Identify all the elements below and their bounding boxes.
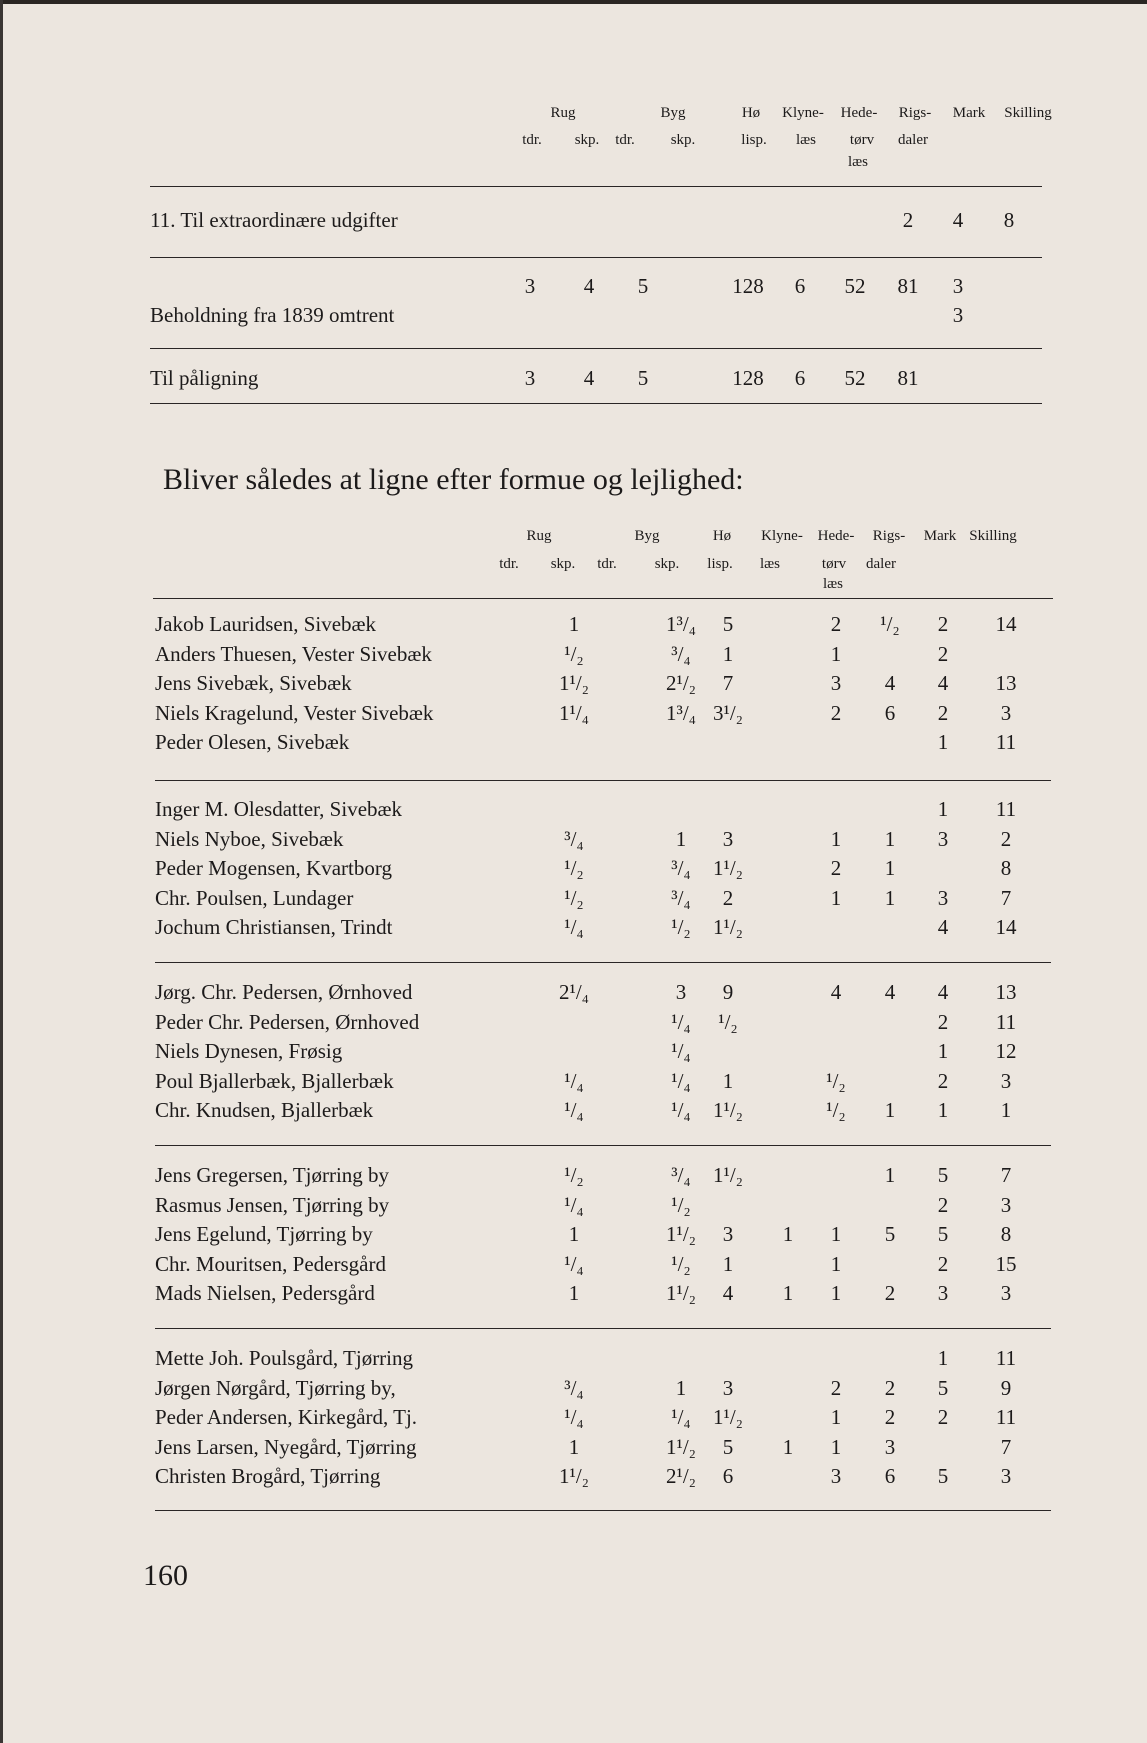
person-value: 4 [830,980,842,1004]
top-row-value: 3 [524,366,536,390]
top-row-value: 81 [897,366,919,390]
top-row-value: 4 [952,208,964,232]
person-value: 3 [937,827,949,851]
person-value: 1 [937,1346,949,1370]
person-value: ³/₄ [564,827,584,851]
person-value: 1 [830,1252,842,1276]
person-value: 1 [1000,1098,1012,1122]
person-value: 4 [937,915,949,939]
person-name: Inger M. Olesdatter, Sivebæk [155,797,403,821]
second-header-word-r0-c7: Skilling [969,528,1017,544]
person-value: 1¹/₂ [559,1464,589,1488]
person-name: Chr. Knudsen, Bjallerbæk [155,1098,374,1122]
person-value: 1¹/₂ [713,1405,743,1429]
person-value: ¹/₄ [564,1069,584,1093]
person-value: 3 [722,1376,734,1400]
person-value: 1¹/₂ [666,1435,696,1459]
top-row-value: 2 [902,208,914,232]
top-row-value: 3 [952,303,964,327]
top-header-word-r1-c3: skp. [670,132,696,148]
second-header-word-r1-c4: lisp. [707,556,733,572]
top-header-word-r0-c0: Rug [550,105,576,121]
person-name: Christen Brogård, Tjørring [155,1464,381,1488]
person-value: 4 [722,1281,734,1305]
person-value: 1 [675,827,687,851]
person-value: 1¹/₂ [666,1222,696,1246]
top-header-word-r0-c2: Hø [741,105,761,121]
top-header-word-r1-c0: tdr. [522,132,542,148]
person-value: 1 [884,1098,896,1122]
person-value: 1 [782,1435,794,1459]
person-value: 2 [830,701,842,725]
person-value: 11 [995,1346,1017,1370]
person-value: 1¹/₂ [713,1098,743,1122]
person-value: 2 [937,701,949,725]
person-name: Peder Andersen, Kirkegård, Tj. [155,1405,418,1429]
top-header-word-r1-c2: tdr. [615,132,635,148]
person-value: 3 [830,671,842,695]
person-name: Peder Chr. Pedersen, Ørnhoved [155,1010,420,1034]
person-value: ³/₄ [671,886,691,910]
person-value: 4 [937,980,949,1004]
person-value: 7 [1000,886,1012,910]
person-value: 1 [782,1222,794,1246]
person-name: Jakob Lauridsen, Sivebæk [155,612,377,636]
person-value: 1¹/₂ [713,856,743,880]
top-header-word-r0-c4: Hede- [840,105,878,121]
second-header-word-r2-c0: læs [822,576,844,592]
person-name: Niels Kragelund, Vester Sivebæk [155,701,434,725]
second-header-word-r0-c5: Rigs- [872,528,906,544]
person-value: 4 [884,980,896,1004]
person-value: 1 [830,1281,842,1305]
page-top-edge [3,0,1147,4]
top-row-value: 5 [637,366,649,390]
person-value: 5 [937,1376,949,1400]
person-value: 5 [937,1163,949,1187]
top-header-rule [150,186,1042,187]
top-row-label: Beholdning fra 1839 omtrent [150,303,395,327]
person-value: 2 [937,642,949,666]
person-name: Chr. Poulsen, Lundager [155,886,354,910]
person-value: 1¹/₂ [559,671,589,695]
person-value: 11 [995,1010,1017,1034]
person-value: ¹/₄ [564,1405,584,1429]
person-value: 3 [1000,1281,1012,1305]
person-value: 2 [937,1010,949,1034]
top-row-value: 52 [844,274,866,298]
person-value: 1 [884,856,896,880]
person-value: ¹/₂ [564,886,584,910]
person-value: ¹/₄ [564,1193,584,1217]
person-name: Poul Bjallerbæk, Bjallerbæk [155,1069,394,1093]
person-value: ¹/₄ [671,1039,691,1063]
top-header-word-r1-c1: skp. [574,132,600,148]
person-value: 1 [722,642,734,666]
person-value: 1 [884,886,896,910]
person-value: 2 [937,1069,949,1093]
person-name: Mette Joh. Poulsgård, Tjørring [155,1346,414,1370]
person-value: ¹/₂ [718,1010,738,1034]
second-header-word-r0-c0: Rug [526,528,552,544]
person-value: 3 [1000,1464,1012,1488]
person-name: Rasmus Jensen, Tjørring by [155,1193,390,1217]
person-value: 4 [937,671,949,695]
person-value: 1 [830,827,842,851]
person-value: 4 [884,671,896,695]
person-value: 1 [675,1376,687,1400]
person-name: Peder Mogensen, Kvartborg [155,856,392,880]
person-name: Mads Nielsen, Pedersgård [155,1281,375,1305]
top-row-value: 4 [583,274,595,298]
person-value: 3 [1000,1069,1012,1093]
group-separator-rule [155,780,1051,781]
person-value: 7 [1000,1163,1012,1187]
person-value: 2¹/₂ [666,671,696,695]
person-value: 7 [1000,1435,1012,1459]
second-header-word-r1-c7: daler [866,556,896,572]
person-value: 1 [830,886,842,910]
second-header-word-r1-c1: skp. [550,556,576,572]
second-header-word-r0-c4: Hede- [817,528,855,544]
person-value: 11 [995,797,1017,821]
person-name: Jens Sivebæk, Sivebæk [155,671,352,695]
person-value: ¹/₂ [826,1069,846,1093]
group-separator-rule [155,962,1051,963]
second-header-word-r1-c6: tørv [821,556,847,572]
person-value: 1 [884,827,896,851]
person-value: ¹/₂ [880,612,900,636]
top-header-word-r1-c4: lisp. [741,132,767,148]
person-value: ³/₄ [671,1163,691,1187]
person-value: ³/₄ [564,1376,584,1400]
person-value: 1¹/₄ [559,701,589,725]
top-row-value: 6 [794,274,806,298]
top-row-label: 11. Til extraordinære udgifter [150,208,398,232]
person-value: 8 [1000,1222,1012,1246]
top-header-word-r0-c7: Skilling [1004,105,1052,121]
person-name: Chr. Mouritsen, Pedersgård [155,1252,386,1276]
person-value: ¹/₄ [671,1405,691,1429]
person-value: 1 [568,1281,580,1305]
second-header-rule [153,598,1053,599]
person-value: 1 [937,797,949,821]
second-header-word-r0-c2: Hø [712,528,732,544]
person-value: ¹/₄ [564,1252,584,1276]
person-value: 1 [782,1281,794,1305]
section-title: Bliver således at ligne efter formue og lejlighed: [163,463,744,496]
person-value: 6 [884,1464,896,1488]
person-value: 3 [722,827,734,851]
second-header-word-r0-c3: Klyne- [761,528,803,544]
person-value: 3 [830,1464,842,1488]
top-row-value: 6 [794,366,806,390]
person-value: 6 [722,1464,734,1488]
person-value: 14 [995,915,1017,939]
person-value: 5 [937,1464,949,1488]
person-value: 1¹/₂ [713,1163,743,1187]
person-value: ¹/₄ [671,1098,691,1122]
group-separator-rule [155,1145,1051,1146]
top-row-value: 128 [732,366,764,390]
person-value: 3 [884,1435,896,1459]
person-name: Jens Larsen, Nyegård, Tjørring [155,1435,417,1459]
person-value: ¹/₂ [564,642,584,666]
page-number: 160 [143,1559,188,1592]
person-value: 1 [830,1435,842,1459]
person-name: Jens Gregersen, Tjørring by [155,1163,390,1187]
second-header-word-r1-c0: tdr. [499,556,519,572]
person-value: 1³/₄ [666,701,696,725]
person-value: 3 [722,1222,734,1246]
person-value: 1 [937,1098,949,1122]
second-header-word-r1-c5: læs [759,556,781,572]
person-value: 2 [1000,827,1012,851]
top-row-label: Til påligning [150,366,259,390]
group-separator-rule [155,1328,1051,1329]
person-value: 5 [884,1222,896,1246]
top-header-word-r0-c5: Rigs- [898,105,932,121]
person-value: ¹/₄ [564,1098,584,1122]
top-row-value: 81 [897,274,919,298]
person-value: 3 [937,1281,949,1305]
person-value: 2 [884,1376,896,1400]
second-header-word-r0-c1: Byg [634,528,660,544]
person-value: 7 [722,671,734,695]
person-value: ¹/₂ [564,1163,584,1187]
person-value: ¹/₂ [671,1193,691,1217]
person-value: 2 [722,886,734,910]
person-value: 1 [830,1405,842,1429]
top-row-value: 8 [1003,208,1015,232]
top-row-value: 3 [524,274,536,298]
person-value: ¹/₂ [671,915,691,939]
top-header-word-r1-c6: tørv [849,132,875,148]
person-value: 11 [995,730,1017,754]
person-value: 2 [884,1281,896,1305]
person-value: 1 [722,1252,734,1276]
top-row-value: 128 [732,274,764,298]
top-header-word-r0-c6: Mark [952,105,986,121]
person-value: 2 [830,612,842,636]
second-header-word-r1-c2: tdr. [597,556,617,572]
person-name: Anders Thuesen, Vester Sivebæk [155,642,432,666]
top-row-value: 4 [583,366,595,390]
person-value: 1¹/₂ [666,1281,696,1305]
person-value: 1 [568,1435,580,1459]
rule-after-beholdning [150,348,1042,349]
person-value: 2 [937,612,949,636]
person-name: Jørg. Chr. Pedersen, Ørnhoved [155,980,413,1004]
person-value: 2¹/₂ [666,1464,696,1488]
group-separator-rule [155,1510,1051,1511]
person-value: 3 [1000,701,1012,725]
top-row-value: 5 [637,274,649,298]
rule-after-paligning [150,403,1042,404]
top-header-word-r0-c1: Byg [660,105,686,121]
person-value: 1 [830,1222,842,1246]
person-value: 9 [722,980,734,1004]
person-value: 12 [995,1039,1017,1063]
person-value: 3 [937,886,949,910]
person-value: 2 [884,1405,896,1429]
person-value: 1¹/₂ [713,915,743,939]
person-value: 1 [937,730,949,754]
person-value: ³/₄ [671,856,691,880]
person-value: 2 [937,1193,949,1217]
second-header-word-r0-c6: Mark [923,528,957,544]
person-value: ¹/₂ [826,1098,846,1122]
person-value: 5 [722,1435,734,1459]
person-value: 2 [937,1252,949,1276]
person-name: Jørgen Nørgård, Tjørring by, [155,1376,396,1400]
person-value: ¹/₂ [671,1252,691,1276]
person-value: ¹/₄ [671,1010,691,1034]
top-header-word-r1-c5: læs [795,132,817,148]
person-name: Niels Dynesen, Frøsig [155,1039,343,1063]
person-value: 2 [830,1376,842,1400]
person-name: Peder Olesen, Sivebæk [155,730,350,754]
person-value: 15 [995,1252,1017,1276]
person-value: 14 [995,612,1017,636]
person-value: 9 [1000,1376,1012,1400]
person-value: 13 [995,671,1017,695]
person-value: 11 [995,1405,1017,1429]
second-header-word-r1-c3: skp. [654,556,680,572]
person-value: 1³/₄ [666,612,696,636]
person-value: 1 [884,1163,896,1187]
person-name: Niels Nyboe, Sivebæk [155,827,344,851]
rule-after-extraordinary [150,257,1042,258]
top-header-word-r2-c0: læs [847,154,869,170]
person-name: Jochum Christiansen, Trindt [155,915,393,939]
person-value: 3¹/₂ [713,701,743,725]
top-row-value: 3 [952,274,964,298]
person-name: Jens Egelund, Tjørring by [155,1222,373,1246]
person-value: ³/₄ [671,642,691,666]
person-value: ¹/₂ [564,856,584,880]
person-value: 3 [675,980,687,1004]
person-value: 1 [722,1069,734,1093]
person-value: 3 [1000,1193,1012,1217]
person-value: 1 [937,1039,949,1063]
person-value: 1 [568,612,580,636]
person-value: 8 [1000,856,1012,880]
person-value: ¹/₄ [671,1069,691,1093]
person-value: 5 [937,1222,949,1246]
person-value: 2¹/₄ [559,980,589,1004]
person-value: 2 [937,1405,949,1429]
top-row-value: 52 [844,366,866,390]
person-value: 2 [830,856,842,880]
top-header-word-r1-c7: daler [898,132,928,148]
person-value: 5 [722,612,734,636]
person-value: 6 [884,701,896,725]
person-value: ¹/₄ [564,915,584,939]
person-value: 1 [568,1222,580,1246]
person-value: 13 [995,980,1017,1004]
top-header-word-r0-c3: Klyne- [782,105,824,121]
person-value: 1 [830,642,842,666]
